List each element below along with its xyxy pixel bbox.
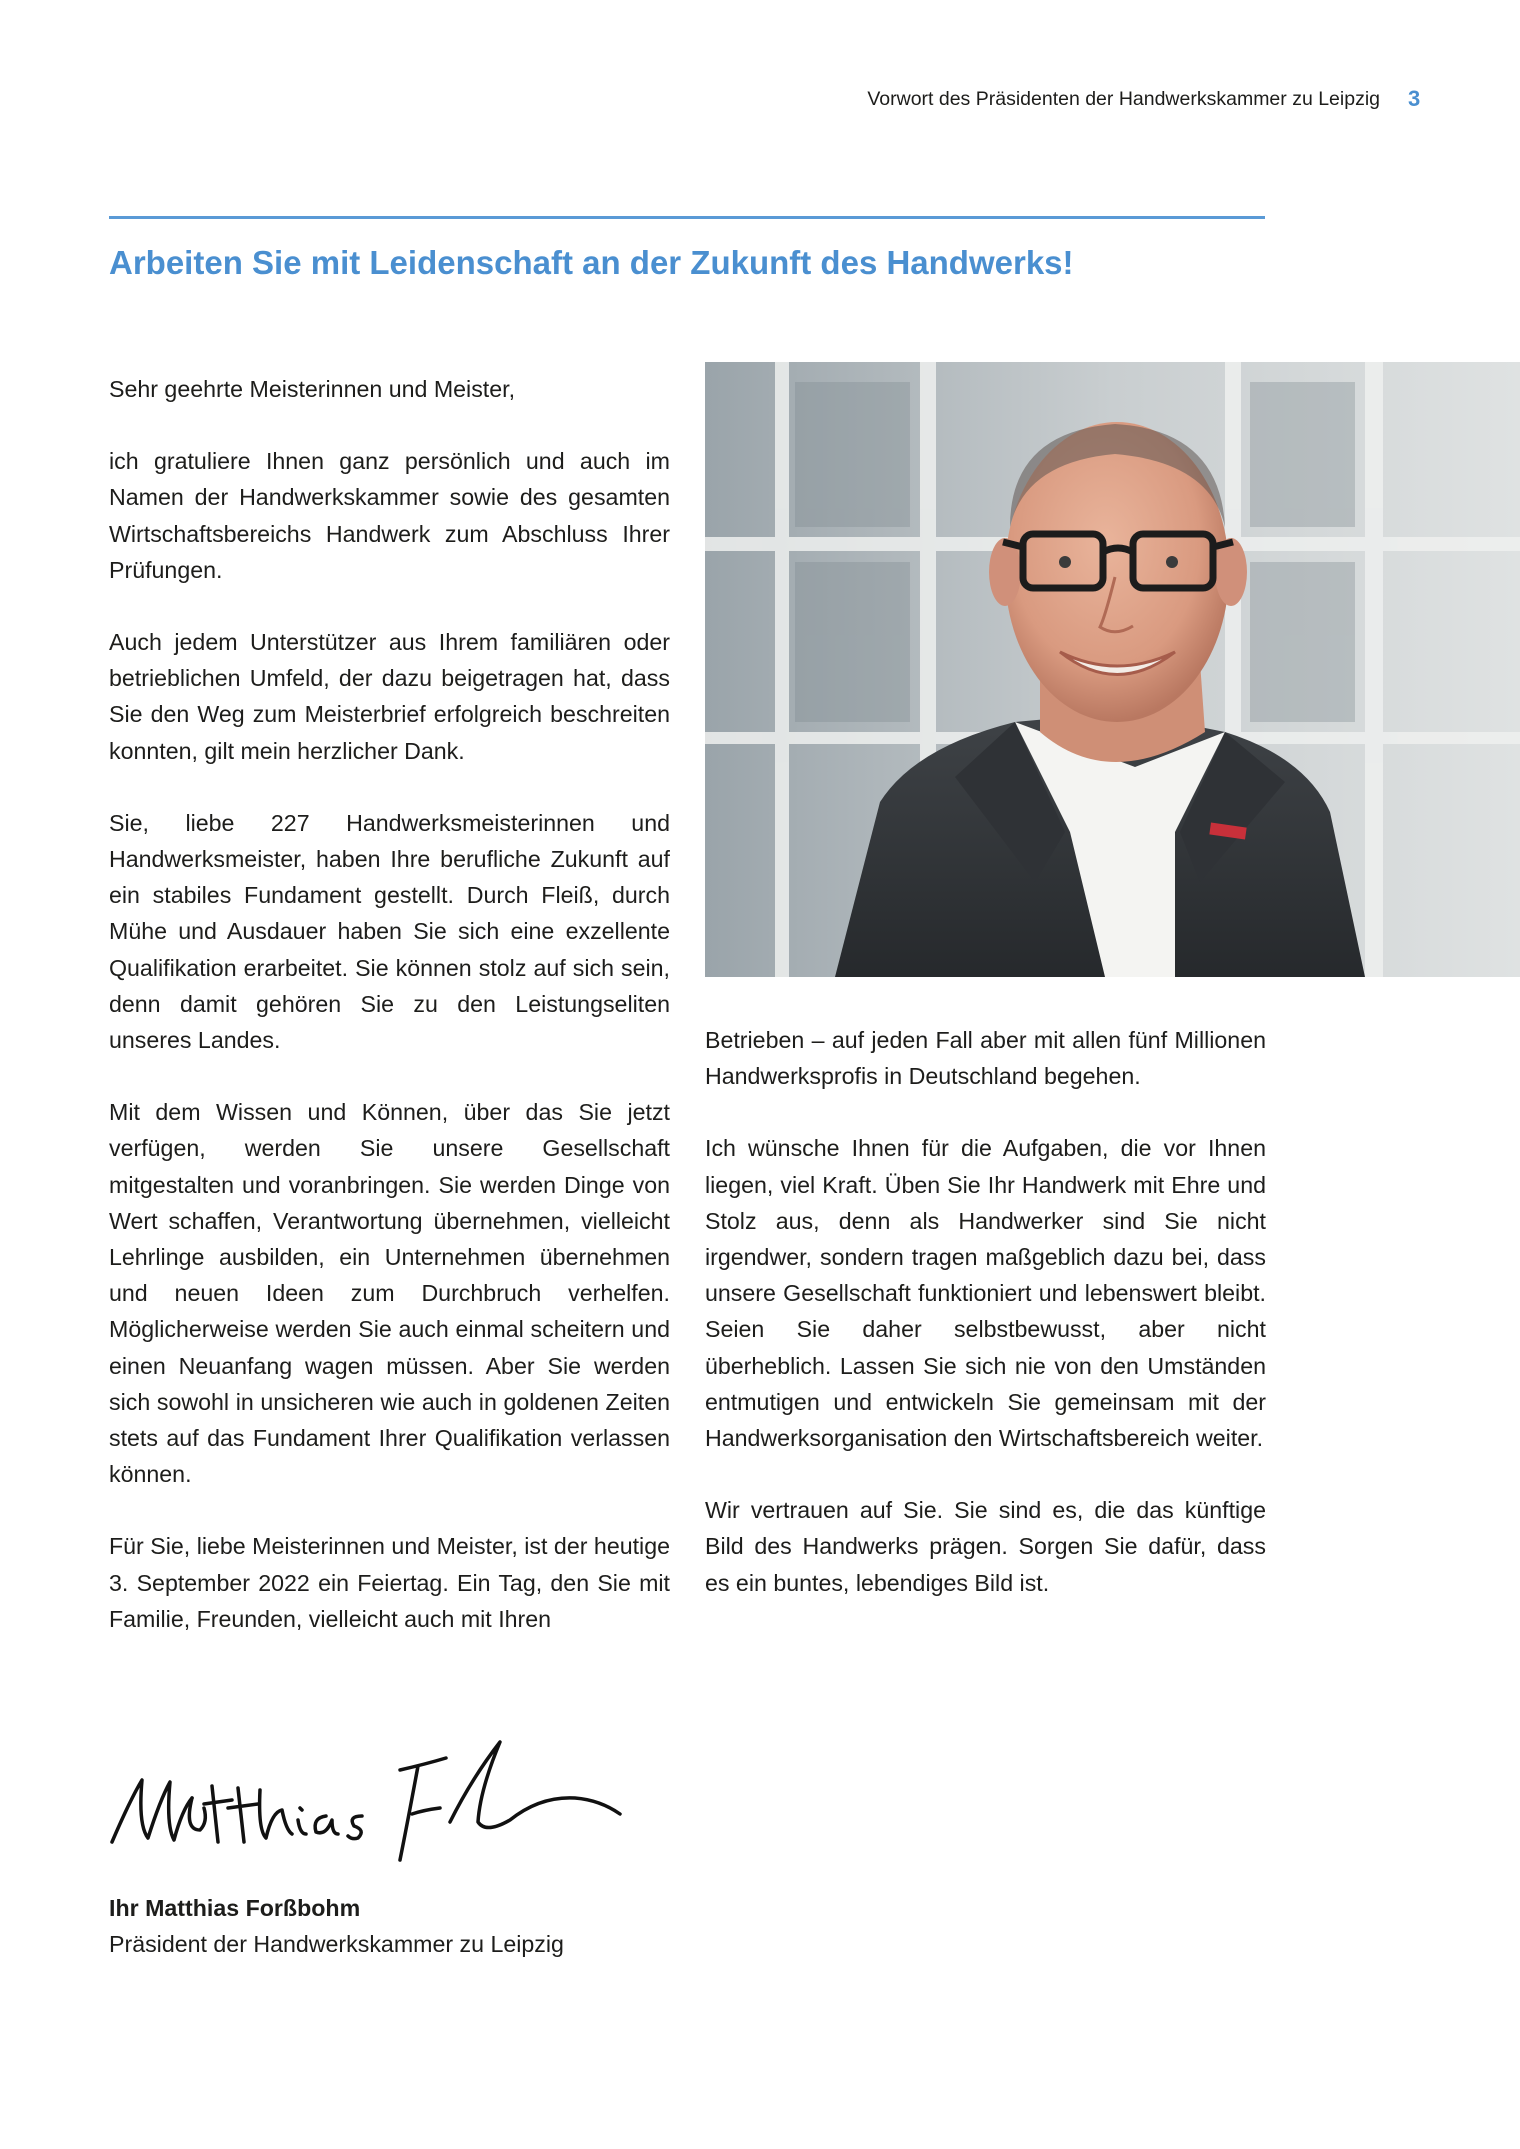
handwritten-signature xyxy=(100,1730,630,1880)
signer-block xyxy=(109,1890,564,1962)
article-headline: Arbeiten Sie mit Leidenschaft an der Zukunft des Handwerks! xyxy=(109,244,1074,281)
salutation: Sehr geehrte Meisterinnen und Meister, xyxy=(109,376,516,402)
signer-role: Präsident der Handwerkskammer zu Leipzig xyxy=(109,1931,564,1957)
paragraph: Ich wünsche Ihnen für die Aufgaben, die vor Ihnen liegen, viel Kraft. Üben Sie Ihr Handwerk mit Ehre und Stolz aus, denn als Handwerker sind Sie nicht irgendwer, sondern tragen maßgeblich dazu bei, dass unsere Gesellschaft funktioniert und lebenswert bleibt. Seien Sie daher selbstbewusst, aber nicht überheblich. Lassen Sie sich nie von den Umständen entmutigen und entwickeln Sie gemeinsam mit der Handwerksorganisation den Wirtschaftsbereich weiter. xyxy=(705,1135,1266,1452)
page-number: 3 xyxy=(1408,86,1421,111)
running-header: Vorwort des Präsidenten der Handwerkskammer zu Leipzig xyxy=(867,88,1380,110)
paragraph: Auch jedem Unterstützer aus Ihrem familiären oder betrieblichen Umfeld, der dazu beigetragen hat, dass Sie den Weg zum Meisterbrief erfolgreich beschreiten konnten, gilt mein herzlicher Dank. xyxy=(109,629,670,764)
signer-name: Ihr Matthias Forßbohm xyxy=(109,1895,361,1921)
paragraph: Betrieben – auf jeden Fall aber mit allen fünf Millionen Handwerksprofis in Deutschland begehen. xyxy=(705,1027,1266,1090)
paragraph: Sie, liebe 227 Handwerksmeisterinnen und Handwerksmeister, haben Ihre berufliche Zukunft auf ein stabiles Fundament gestellt. Durch Fleiß, durch Mühe und Ausdauer haben Sie sich eine exzellente Qualifikation erarbeitet. Sie können stolz auf sich sein, denn damit gehören Sie zu den Leistungseliten unseres Landes. xyxy=(109,809,670,1054)
paragraph: Wir vertrauen auf Sie. Sie sind es, die das künftige Bild des Handwerks prägen. Sorgen Sie dafür, dass es ein buntes, lebendiges Bild ist. xyxy=(705,1497,1266,1596)
right-text-column xyxy=(705,1022,1266,1601)
paragraph: Für Sie, liebe Meisterinnen und Meister, ist der heutige 3. September 2022 ein Feiertag. Ein Tag, den Sie mit Familie, Freunden, vielleicht auch mit Ihren xyxy=(109,1533,670,1632)
paragraph: Mit dem Wissen und Können, über das Sie jetzt verfügen, werden Sie unsere Gesellschaft mitgestalten und voranbringen. Sie werden Dinge von Wert schaffen, Verantwortung übernehmen, vielleicht Lehrlinge ausbilden, ein Unternehmen übernehmen und neuen Ideen zum Durchbruch verhelfen. Möglicherweise werden Sie auch einmal scheitern und einen Neuanfang wagen müssen. Aber Sie werden sich sowohl in unsicheren wie auch in goldenen Zeiten stets auf das Fundament Ihrer Qualifikation verlassen können. xyxy=(109,1099,670,1488)
president-portrait-photo xyxy=(705,362,1520,977)
left-text-column xyxy=(109,371,670,1637)
paragraph: ich gratuliere Ihnen ganz persönlich und auch im Namen der Handwerkskammer sowie des gesamten Wirtschaftsbereichs Handwerk zum Abschluss Ihrer Prüfungen. xyxy=(109,448,670,583)
headline-rule xyxy=(109,216,1265,219)
